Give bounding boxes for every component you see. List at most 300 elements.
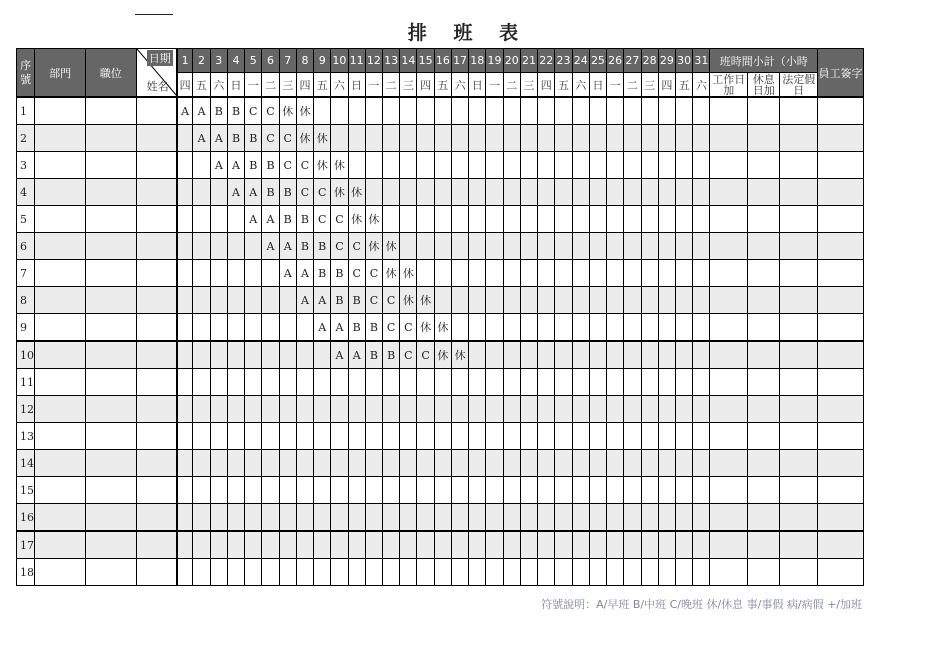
- shift-cell[interactable]: [417, 369, 434, 396]
- signature-cell[interactable]: [817, 369, 863, 396]
- shift-cell[interactable]: [210, 531, 227, 559]
- shift-cell[interactable]: B: [331, 287, 348, 314]
- shift-cell[interactable]: [331, 369, 348, 396]
- shift-cell[interactable]: A: [177, 97, 193, 125]
- shift-cell[interactable]: [486, 206, 503, 233]
- dept-cell[interactable]: [35, 504, 86, 532]
- position-cell[interactable]: [85, 287, 136, 314]
- shift-cell[interactable]: [641, 423, 658, 450]
- name-cell[interactable]: [136, 423, 177, 450]
- shift-cell[interactable]: [503, 206, 520, 233]
- shift-cell[interactable]: [331, 559, 348, 586]
- shift-cell[interactable]: [503, 152, 520, 179]
- shift-cell[interactable]: [589, 97, 606, 125]
- shift-cell[interactable]: C: [417, 341, 434, 369]
- shift-cell[interactable]: [503, 314, 520, 342]
- shift-cell[interactable]: [658, 206, 675, 233]
- shift-cell[interactable]: [555, 97, 572, 125]
- shift-cell[interactable]: [641, 152, 658, 179]
- shift-cell[interactable]: [520, 504, 537, 532]
- workday-overtime-cell[interactable]: [710, 125, 748, 152]
- shift-cell[interactable]: [624, 97, 641, 125]
- shift-cell[interactable]: [486, 260, 503, 287]
- shift-cell[interactable]: [245, 233, 262, 260]
- shift-cell[interactable]: [607, 206, 624, 233]
- dept-cell[interactable]: [35, 179, 86, 206]
- shift-cell[interactable]: [658, 287, 675, 314]
- shift-cell[interactable]: [624, 233, 641, 260]
- shift-cell[interactable]: [624, 125, 641, 152]
- shift-cell[interactable]: [503, 179, 520, 206]
- shift-cell[interactable]: [520, 287, 537, 314]
- shift-cell[interactable]: [348, 477, 365, 504]
- shift-cell[interactable]: [693, 152, 710, 179]
- shift-cell[interactable]: [538, 559, 555, 586]
- shift-cell[interactable]: [469, 314, 486, 342]
- shift-cell[interactable]: C: [331, 206, 348, 233]
- workday-overtime-cell[interactable]: [710, 97, 748, 125]
- dept-cell[interactable]: [35, 369, 86, 396]
- shift-cell[interactable]: [607, 233, 624, 260]
- shift-cell[interactable]: A: [296, 287, 313, 314]
- shift-cell[interactable]: [538, 287, 555, 314]
- shift-cell[interactable]: [538, 396, 555, 423]
- shift-cell[interactable]: [469, 179, 486, 206]
- workday-overtime-cell[interactable]: [710, 152, 748, 179]
- name-cell[interactable]: [136, 477, 177, 504]
- shift-cell[interactable]: [520, 369, 537, 396]
- name-cell[interactable]: [136, 369, 177, 396]
- restday-overtime-cell[interactable]: [747, 260, 779, 287]
- shift-cell[interactable]: [589, 396, 606, 423]
- shift-cell[interactable]: [177, 531, 193, 559]
- shift-cell[interactable]: [555, 369, 572, 396]
- shift-cell[interactable]: [279, 341, 296, 369]
- shift-cell[interactable]: [434, 287, 451, 314]
- shift-cell[interactable]: [177, 260, 193, 287]
- restday-overtime-cell[interactable]: [747, 314, 779, 342]
- shift-cell[interactable]: [348, 369, 365, 396]
- shift-cell[interactable]: B: [314, 260, 331, 287]
- shift-cell[interactable]: [520, 477, 537, 504]
- signature-cell[interactable]: [817, 206, 863, 233]
- position-cell[interactable]: [85, 450, 136, 477]
- shift-cell[interactable]: [538, 314, 555, 342]
- shift-cell[interactable]: B: [348, 314, 365, 342]
- position-cell[interactable]: [85, 125, 136, 152]
- shift-cell[interactable]: 休: [314, 152, 331, 179]
- shift-cell[interactable]: C: [262, 97, 279, 125]
- shift-cell[interactable]: [417, 559, 434, 586]
- shift-cell[interactable]: [296, 314, 313, 342]
- shift-cell[interactable]: [245, 369, 262, 396]
- shift-cell[interactable]: [641, 369, 658, 396]
- shift-cell[interactable]: [365, 531, 382, 559]
- shift-cell[interactable]: [383, 559, 400, 586]
- shift-cell[interactable]: [520, 450, 537, 477]
- name-cell[interactable]: [136, 152, 177, 179]
- shift-cell[interactable]: [227, 423, 244, 450]
- shift-cell[interactable]: [520, 206, 537, 233]
- shift-cell[interactable]: [486, 152, 503, 179]
- shift-cell[interactable]: [434, 125, 451, 152]
- shift-cell[interactable]: [279, 531, 296, 559]
- shift-cell[interactable]: [538, 450, 555, 477]
- shift-cell[interactable]: C: [348, 233, 365, 260]
- shift-cell[interactable]: 休: [383, 260, 400, 287]
- position-cell[interactable]: [85, 152, 136, 179]
- shift-cell[interactable]: [538, 233, 555, 260]
- shift-cell[interactable]: [451, 531, 468, 559]
- shift-cell[interactable]: [245, 341, 262, 369]
- shift-cell[interactable]: [589, 152, 606, 179]
- shift-cell[interactable]: [348, 152, 365, 179]
- shift-cell[interactable]: [177, 504, 193, 532]
- shift-cell[interactable]: [365, 369, 382, 396]
- shift-cell[interactable]: [193, 559, 210, 586]
- shift-cell[interactable]: [245, 396, 262, 423]
- signature-cell[interactable]: [817, 287, 863, 314]
- shift-cell[interactable]: [676, 179, 693, 206]
- position-cell[interactable]: [85, 206, 136, 233]
- shift-cell[interactable]: [469, 369, 486, 396]
- shift-cell[interactable]: [451, 260, 468, 287]
- shift-cell[interactable]: [693, 396, 710, 423]
- shift-cell[interactable]: B: [296, 206, 313, 233]
- signature-cell[interactable]: [817, 559, 863, 586]
- shift-cell[interactable]: [227, 559, 244, 586]
- shift-cell[interactable]: [227, 314, 244, 342]
- shift-cell[interactable]: [676, 206, 693, 233]
- shift-cell[interactable]: [486, 396, 503, 423]
- shift-cell[interactable]: [693, 179, 710, 206]
- shift-cell[interactable]: [193, 260, 210, 287]
- shift-cell[interactable]: [451, 369, 468, 396]
- workday-overtime-cell[interactable]: [710, 504, 748, 532]
- shift-cell[interactable]: [572, 97, 589, 125]
- shift-cell[interactable]: [503, 260, 520, 287]
- shift-cell[interactable]: [451, 179, 468, 206]
- shift-cell[interactable]: [693, 531, 710, 559]
- shift-cell[interactable]: [693, 314, 710, 342]
- restday-overtime-cell[interactable]: [747, 559, 779, 586]
- shift-cell[interactable]: 休: [331, 179, 348, 206]
- shift-cell[interactable]: A: [314, 314, 331, 342]
- shift-cell[interactable]: [520, 423, 537, 450]
- shift-cell[interactable]: [400, 423, 417, 450]
- shift-cell[interactable]: [400, 125, 417, 152]
- workday-overtime-cell[interactable]: [710, 287, 748, 314]
- workday-overtime-cell[interactable]: [710, 314, 748, 342]
- shift-cell[interactable]: [624, 206, 641, 233]
- shift-cell[interactable]: 休: [365, 233, 382, 260]
- shift-cell[interactable]: [486, 369, 503, 396]
- shift-cell[interactable]: [676, 531, 693, 559]
- shift-cell[interactable]: [555, 450, 572, 477]
- shift-cell[interactable]: C: [331, 233, 348, 260]
- shift-cell[interactable]: [193, 450, 210, 477]
- shift-cell[interactable]: [641, 477, 658, 504]
- shift-cell[interactable]: [279, 559, 296, 586]
- shift-cell[interactable]: [555, 423, 572, 450]
- shift-cell[interactable]: [451, 559, 468, 586]
- shift-cell[interactable]: C: [296, 179, 313, 206]
- shift-cell[interactable]: [607, 504, 624, 532]
- shift-cell[interactable]: [538, 260, 555, 287]
- shift-cell[interactable]: [417, 260, 434, 287]
- shift-cell[interactable]: [676, 559, 693, 586]
- shift-cell[interactable]: [400, 369, 417, 396]
- shift-cell[interactable]: [538, 531, 555, 559]
- shift-cell[interactable]: [331, 396, 348, 423]
- shift-cell[interactable]: [676, 125, 693, 152]
- shift-cell[interactable]: [469, 504, 486, 532]
- shift-cell[interactable]: [210, 287, 227, 314]
- shift-cell[interactable]: [314, 97, 331, 125]
- position-cell[interactable]: [85, 341, 136, 369]
- shift-cell[interactable]: [400, 233, 417, 260]
- shift-cell[interactable]: [469, 450, 486, 477]
- restday-overtime-cell[interactable]: [747, 233, 779, 260]
- shift-cell[interactable]: [245, 314, 262, 342]
- shift-cell[interactable]: [177, 206, 193, 233]
- shift-cell[interactable]: [177, 450, 193, 477]
- dept-cell[interactable]: [35, 260, 86, 287]
- shift-cell[interactable]: [589, 423, 606, 450]
- workday-overtime-cell[interactable]: [710, 450, 748, 477]
- shift-cell[interactable]: [520, 314, 537, 342]
- shift-cell[interactable]: [572, 477, 589, 504]
- shift-cell[interactable]: [572, 179, 589, 206]
- shift-cell[interactable]: [658, 423, 675, 450]
- dept-cell[interactable]: [35, 341, 86, 369]
- shift-cell[interactable]: [451, 477, 468, 504]
- shift-cell[interactable]: [314, 423, 331, 450]
- shift-cell[interactable]: [486, 450, 503, 477]
- shift-cell[interactable]: [624, 369, 641, 396]
- position-cell[interactable]: [85, 233, 136, 260]
- shift-cell[interactable]: [262, 287, 279, 314]
- restday-overtime-cell[interactable]: [747, 450, 779, 477]
- shift-cell[interactable]: [193, 369, 210, 396]
- shift-cell[interactable]: [331, 97, 348, 125]
- shift-cell[interactable]: [520, 260, 537, 287]
- name-cell[interactable]: [136, 179, 177, 206]
- shift-cell[interactable]: [503, 125, 520, 152]
- shift-cell[interactable]: [641, 287, 658, 314]
- workday-overtime-cell[interactable]: [710, 260, 748, 287]
- restday-overtime-cell[interactable]: [747, 97, 779, 125]
- shift-cell[interactable]: [469, 260, 486, 287]
- shift-cell[interactable]: 休: [434, 341, 451, 369]
- holiday-overtime-cell[interactable]: [780, 125, 818, 152]
- shift-cell[interactable]: [193, 504, 210, 532]
- shift-cell[interactable]: [434, 450, 451, 477]
- shift-cell[interactable]: [279, 287, 296, 314]
- shift-cell[interactable]: A: [331, 314, 348, 342]
- restday-overtime-cell[interactable]: [747, 125, 779, 152]
- shift-cell[interactable]: A: [348, 341, 365, 369]
- shift-cell[interactable]: [555, 314, 572, 342]
- shift-cell[interactable]: [331, 531, 348, 559]
- shift-cell[interactable]: [676, 396, 693, 423]
- shift-cell[interactable]: A: [193, 97, 210, 125]
- shift-cell[interactable]: B: [262, 179, 279, 206]
- restday-overtime-cell[interactable]: [747, 531, 779, 559]
- shift-cell[interactable]: B: [262, 152, 279, 179]
- dept-cell[interactable]: [35, 152, 86, 179]
- shift-cell[interactable]: C: [383, 287, 400, 314]
- name-cell[interactable]: [136, 260, 177, 287]
- shift-cell[interactable]: [520, 559, 537, 586]
- shift-cell[interactable]: [572, 314, 589, 342]
- shift-cell[interactable]: [210, 179, 227, 206]
- shift-cell[interactable]: [210, 341, 227, 369]
- shift-cell[interactable]: C: [262, 125, 279, 152]
- shift-cell[interactable]: [658, 559, 675, 586]
- shift-cell[interactable]: [469, 531, 486, 559]
- name-cell[interactable]: [136, 531, 177, 559]
- workday-overtime-cell[interactable]: [710, 341, 748, 369]
- shift-cell[interactable]: 休: [314, 125, 331, 152]
- shift-cell[interactable]: [227, 396, 244, 423]
- holiday-overtime-cell[interactable]: [780, 287, 818, 314]
- shift-cell[interactable]: A: [245, 179, 262, 206]
- dept-cell[interactable]: [35, 125, 86, 152]
- shift-cell[interactable]: [417, 423, 434, 450]
- restday-overtime-cell[interactable]: [747, 206, 779, 233]
- shift-cell[interactable]: [503, 477, 520, 504]
- shift-cell[interactable]: [658, 396, 675, 423]
- shift-cell[interactable]: [658, 233, 675, 260]
- shift-cell[interactable]: A: [227, 152, 244, 179]
- shift-cell[interactable]: [589, 314, 606, 342]
- shift-cell[interactable]: C: [314, 179, 331, 206]
- shift-cell[interactable]: [641, 125, 658, 152]
- restday-overtime-cell[interactable]: [747, 152, 779, 179]
- restday-overtime-cell[interactable]: [747, 504, 779, 532]
- shift-cell[interactable]: [469, 341, 486, 369]
- shift-cell[interactable]: [624, 396, 641, 423]
- shift-cell[interactable]: [486, 341, 503, 369]
- shift-cell[interactable]: [245, 477, 262, 504]
- shift-cell[interactable]: [177, 152, 193, 179]
- shift-cell[interactable]: [503, 97, 520, 125]
- shift-cell[interactable]: [693, 233, 710, 260]
- shift-cell[interactable]: [314, 369, 331, 396]
- shift-cell[interactable]: [607, 179, 624, 206]
- restday-overtime-cell[interactable]: [747, 396, 779, 423]
- shift-cell[interactable]: C: [279, 152, 296, 179]
- shift-cell[interactable]: [279, 314, 296, 342]
- shift-cell[interactable]: A: [193, 125, 210, 152]
- shift-cell[interactable]: A: [296, 260, 313, 287]
- shift-cell[interactable]: [589, 504, 606, 532]
- name-cell[interactable]: [136, 504, 177, 532]
- workday-overtime-cell[interactable]: [710, 559, 748, 586]
- signature-cell[interactable]: [817, 314, 863, 342]
- shift-cell[interactable]: [555, 125, 572, 152]
- shift-cell[interactable]: [400, 97, 417, 125]
- shift-cell[interactable]: [641, 559, 658, 586]
- shift-cell[interactable]: [210, 559, 227, 586]
- holiday-overtime-cell[interactable]: [780, 396, 818, 423]
- shift-cell[interactable]: [296, 450, 313, 477]
- shift-cell[interactable]: [434, 531, 451, 559]
- shift-cell[interactable]: C: [365, 260, 382, 287]
- holiday-overtime-cell[interactable]: [780, 152, 818, 179]
- shift-cell[interactable]: [572, 531, 589, 559]
- shift-cell[interactable]: [658, 369, 675, 396]
- shift-cell[interactable]: [417, 152, 434, 179]
- shift-cell[interactable]: [451, 125, 468, 152]
- shift-cell[interactable]: [486, 314, 503, 342]
- signature-cell[interactable]: [817, 450, 863, 477]
- shift-cell[interactable]: B: [279, 206, 296, 233]
- shift-cell[interactable]: [607, 477, 624, 504]
- restday-overtime-cell[interactable]: [747, 341, 779, 369]
- shift-cell[interactable]: B: [331, 260, 348, 287]
- shift-cell[interactable]: [693, 559, 710, 586]
- shift-cell[interactable]: [383, 125, 400, 152]
- shift-cell[interactable]: B: [365, 341, 382, 369]
- shift-cell[interactable]: [469, 423, 486, 450]
- restday-overtime-cell[interactable]: [747, 423, 779, 450]
- shift-cell[interactable]: [400, 477, 417, 504]
- shift-cell[interactable]: [417, 206, 434, 233]
- shift-cell[interactable]: B: [296, 233, 313, 260]
- shift-cell[interactable]: [434, 179, 451, 206]
- shift-cell[interactable]: [486, 477, 503, 504]
- shift-cell[interactable]: A: [262, 233, 279, 260]
- shift-cell[interactable]: [538, 97, 555, 125]
- shift-cell[interactable]: [641, 260, 658, 287]
- shift-cell[interactable]: [383, 179, 400, 206]
- shift-cell[interactable]: [383, 152, 400, 179]
- shift-cell[interactable]: [693, 477, 710, 504]
- shift-cell[interactable]: [676, 504, 693, 532]
- restday-overtime-cell[interactable]: [747, 287, 779, 314]
- shift-cell[interactable]: [641, 504, 658, 532]
- shift-cell[interactable]: [572, 341, 589, 369]
- shift-cell[interactable]: [693, 125, 710, 152]
- position-cell[interactable]: [85, 423, 136, 450]
- shift-cell[interactable]: [314, 477, 331, 504]
- shift-cell[interactable]: [177, 179, 193, 206]
- shift-cell[interactable]: [262, 423, 279, 450]
- shift-cell[interactable]: [572, 152, 589, 179]
- dept-cell[interactable]: [35, 287, 86, 314]
- shift-cell[interactable]: 休: [365, 206, 382, 233]
- shift-cell[interactable]: [227, 206, 244, 233]
- shift-cell[interactable]: [641, 314, 658, 342]
- shift-cell[interactable]: [451, 152, 468, 179]
- shift-cell[interactable]: [193, 287, 210, 314]
- shift-cell[interactable]: [417, 531, 434, 559]
- shift-cell[interactable]: C: [400, 341, 417, 369]
- shift-cell[interactable]: [607, 531, 624, 559]
- shift-cell[interactable]: [469, 477, 486, 504]
- signature-cell[interactable]: [817, 477, 863, 504]
- position-cell[interactable]: [85, 396, 136, 423]
- shift-cell[interactable]: [641, 396, 658, 423]
- shift-cell[interactable]: [400, 179, 417, 206]
- signature-cell[interactable]: [817, 233, 863, 260]
- shift-cell[interactable]: [589, 450, 606, 477]
- shift-cell[interactable]: [555, 233, 572, 260]
- holiday-overtime-cell[interactable]: [780, 97, 818, 125]
- shift-cell[interactable]: [383, 369, 400, 396]
